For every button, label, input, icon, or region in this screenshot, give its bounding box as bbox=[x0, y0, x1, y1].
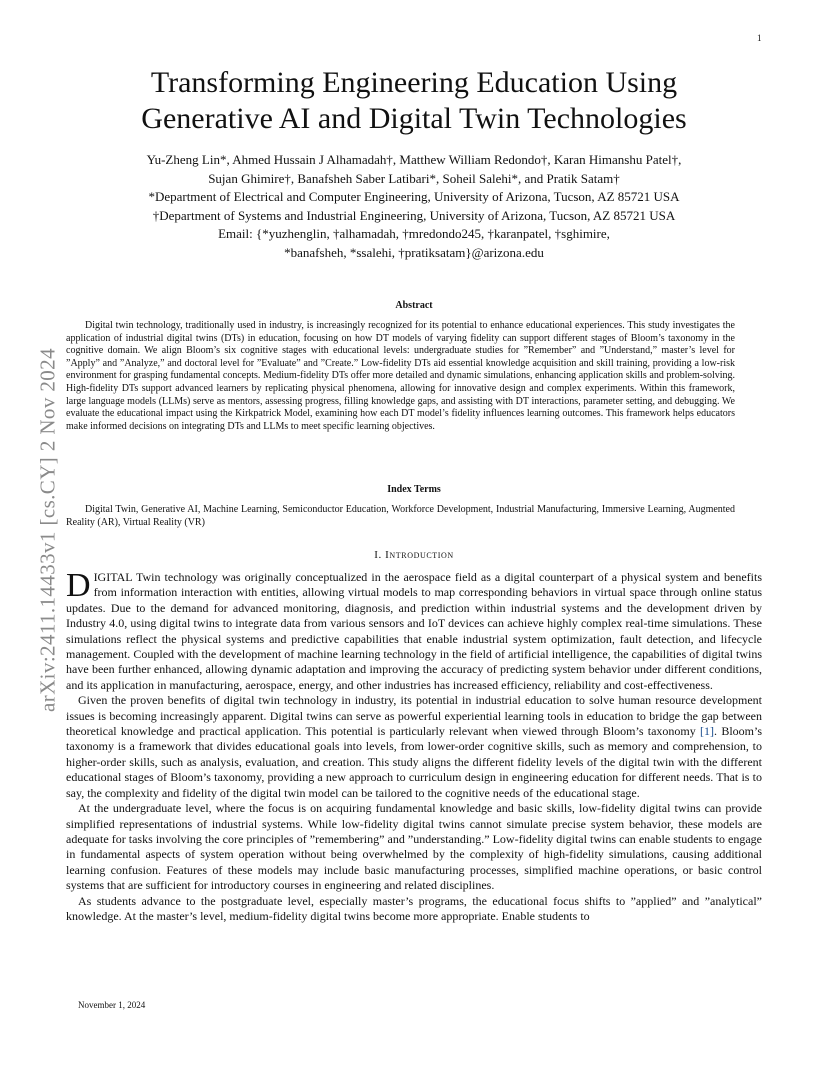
page-number: 1 bbox=[757, 33, 762, 43]
abstract-heading: Abstract bbox=[395, 300, 433, 311]
footer-date: November 1, 2024 bbox=[78, 1000, 146, 1010]
paragraph-text: . Bloom’s taxonomy is a framework that divides educational goals into levels, from lower-order cognitive skills, such as memory and comprehension, to higher-order skills, such as analysis, evaluation, and creation. This study aligns the different fidelity levels of the digital twin with the different educational stages of Bloom’s taxonomy, providing a new approach to curriculum design in engineering education for different needs. That is to say, the complexity and fidelity of the digital twin model can be tailored to the cognitive needs of the educational stage. bbox=[66, 724, 762, 800]
email-line: Email: {*yuzhenglin, †alhamadah, †mredondo245, †karanpatel, †sghimire, bbox=[218, 226, 610, 241]
arxiv-stamp: arXiv:2411.14433v1 [cs.CY] 2 Nov 2024 bbox=[35, 348, 60, 712]
author-line: Sujan Ghimire†, Banafsheh Saber Latibari*, Soheil Salehi*, and Pratik Satam† bbox=[208, 170, 620, 186]
intro-paragraph-4: As students advance to the postgraduate level, especially master’s programs, the educational focus shifts to ”applied” and ”analytical” knowledge. At the master’s level, medium-fidelity digital twins become more appropriate. Enable students to bbox=[66, 893, 762, 923]
paper-title: Transforming Engineering Education Using Generative AI and Digital Twin Technologies bbox=[141, 66, 687, 135]
email-line: *banafsheh, *ssalehi, †pratiksatam}@arizona.edu bbox=[284, 244, 544, 260]
intro-paragraph-3: At the undergraduate level, where the focus is on acquiring fundamental knowledge and basic skills, low-fidelity digital twins can provide simplified representations of industrial systems. While low-fidelity digital twins cannot simulate precise system behavior, these models are adequate for tasks involving the core principles of ”remembering” and ”understanding.” Low-fidelity digital twins can enable students to engage in fundamental aspects of system operation without being overwhelmed by the complexity of high-fidelity simulations, causing additional learning confusion. Features of these models may include basic manufacturing processes, simplified machine operations, or basic control systems that are sufficient for introductory courses in engineering and related disciplines. bbox=[66, 801, 762, 893]
arxiv-sidebar bbox=[35, 295, 60, 765]
index-terms-text: Digital Twin, Generative AI, Machine Learning, Semiconductor Education, Workforce Development, Industrial Manufacturing, Immersive Learning, Augmented Reality (AR), Virtual Reality (VR) bbox=[66, 504, 735, 528]
intro-paragraph-2 bbox=[66, 693, 762, 801]
affiliation-line: †Department of Systems and Industrial Engineering, University of Arizona, Tucson, AZ 85721 USA bbox=[152, 207, 676, 223]
drop-cap: D bbox=[66, 567, 91, 604]
author-line: Yu-Zheng Lin*, Ahmed Hussain J Alhamadah†, Matthew William Redondo†, Karan Himanshu Patel†, bbox=[146, 152, 682, 167]
introduction-body bbox=[66, 567, 762, 924]
paragraph-text: Given the proven benefits of digital twin technology in industry, its potential in industrial education to solve human resource development issues is becoming increasingly apparent. Digital twins can serve as powerful experiential learning tools in education to bridge the gap between theoretical knowledge and practical application. This potential is particularly relevant when viewed through Bloom’s taxonomy bbox=[66, 693, 762, 739]
citation-link[interactable]: [1] bbox=[700, 724, 715, 739]
intro-paragraph-1 bbox=[66, 567, 762, 693]
affiliation-line: *Department of Electrical and Computer Engineering, University of Arizona, Tucson, AZ 85721 USA bbox=[148, 189, 680, 204]
author-block bbox=[80, 151, 748, 262]
section-heading: I. Introduction bbox=[374, 549, 454, 561]
index-terms-heading: Index Terms bbox=[387, 484, 441, 495]
abstract-text: Digital twin technology, traditionally used in industry, is increasingly recognized for its potential to enhance educational experiences. This study investigates the application of industrial digital twins (DTs) in education, focusing on how DT models of varying fidelity can support different stages of Bloom’s taxonomy in the cognitive domain. We align Bloom’s six cognitive stages with educational levels: undergraduate studies for ”Remember” and ”Understand,” master’s level for ”Apply” and ”Analyze,” and doctoral level for ”Evaluate” and ”Create.” Low-fidelity DTs aid essential knowledge acquisition and skill training, providing a low-risk environment for grasping fundamental concepts. Medium-fidelity DTs offer more detailed and dynamic simulations, enhancing application skills and problem-solving. High-fidelity DTs support advanced learners by replicating physical phenomena, allowing for innovative design and complex experiments. Within this framework, large language models (LLMs) serve as mentors, assessing progress, filling knowledge gaps, and assisting with DT interactions, parameter setting, and debugging. We evaluate the educational impact using the Kirkpatrick Model, examining how each DT model’s fidelity influences learning outcomes. This framework helps educators make informed decisions on integrating DTs and LLMs to meet specific learning objectives. bbox=[66, 320, 735, 432]
paragraph-text: IGITAL Twin technology was originally conceptualized in the aerospace field as a digital counterpart of a physical system and benefits from information interaction with entities, allowing virtual models to map corresponding behaviors in virtual space through online status updates. Due to the demand for advanced monitoring, diagnosis, and prediction within industrial systems and the development driven by Industry 4.0, using digital twins to integrate data from various sensors and IoT devices can achieve highly complex real-time simulations. These simulations reflect the physical systems and predictive capabilities that enable industrial system optimization, fault detection, and lifecycle management. Coupled with the development of machine learning technology in the field of artificial intelligence, the capabilities of digital twins have been further enhanced, allowing dynamic adaptation and improving the accuracy of predicting system behavior under different conditions, and its application in manufacturing, aerospace, energy, and other industries has increased efficiency, reliability and cost-effectiveness. bbox=[66, 570, 762, 692]
